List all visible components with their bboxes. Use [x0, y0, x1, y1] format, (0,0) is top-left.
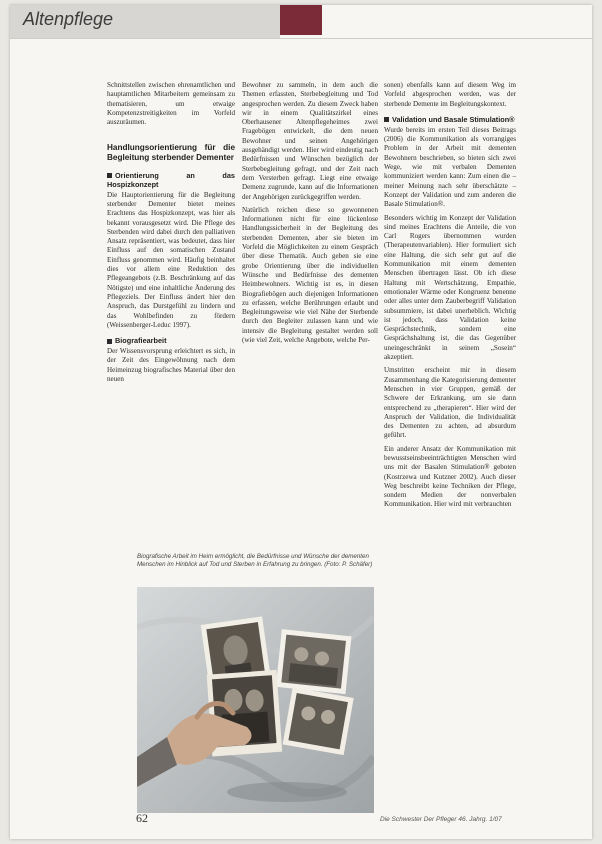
square-bullet-icon [107, 339, 112, 344]
subheading: Orientierung an das Hospizkonzept [107, 170, 235, 189]
paragraph: sonen) ebenfalls kann auf diesem Weg im Vorfeld abgesprochen werden, was der sterbende Demente im Begleitungskontext. [384, 81, 516, 108]
subheading: Biografiearbeit [107, 336, 235, 345]
paragraph: Wurde bereits im ersten Teil dieses Beitrags (2006) die Kommunikation als vorrangiges Problem in der Arbeit mit dementen Bewohnern beschrieben, so bieten sich zwei Wege, wie mit verbalen Dementen kommuniziert werden kann: Zum einen die – meiner Meinung nach sehr überschätzte – Konzept der Validation und zum anderen die Basale Stimulation®. [384, 125, 516, 209]
square-bullet-icon [107, 173, 112, 178]
page-number: 62 [136, 811, 148, 825]
paragraph: Schnittstellen zwischen ehrenamtlichen und hauptamtlichen Mitarbeitern gemeinsam zu thematisieren, um etwaige Kompetenzstreitigkeiten im Vorfeld auszuräumen. [107, 81, 235, 127]
paragraph: Natürlich reichen diese so gewonnenen Informationen nicht für eine lückenlose Handlungssicherheit in der Begleitung des sterbenden Dementen, aber sie bieten im Vorfeld die Möglichkeiten zu einem Gespräch über diese Thematik. Auch geben sie eine grobe Orientierung über die individuellen Wünsche und Bedürfnisse des dementen Heimbewohners. Wichtig ist es, in diesen Biografiebögen auch diejenigen Informationen zu erfassen, welche Berührungen erlaubt und Begleitungsweise wie viel Nähe der Sterbende durch den Begleiter zulassen kann und wie intensiv die Begleitung gestaltet werden soll (wie viel Zeit, welche Angebote, welche Per- [242, 205, 378, 345]
paragraph: Umstritten erscheint mir in diesem Zusammenhang die Kategorisierung dementer Menschen in vier Gruppen, gemäß der Schwere der Erkrankung, um sie dann entsprechend zu „therapieren“. Hier wird der Anspruch der Validation, die Individualität des Dementen zu achten, ad absurdum geführt. [384, 366, 516, 440]
header-bar [10, 5, 280, 39]
header-divider [10, 38, 592, 39]
square-bullet-icon [384, 117, 389, 122]
text-column-3 [384, 81, 516, 514]
section-title: Altenpflege [23, 9, 114, 29]
text-column-1 [107, 81, 235, 388]
magazine-page [10, 5, 592, 839]
paragraph: Ein anderer Ansatz der Kommunikation mit bewusstseinsbeeinträchtigten Menschen wird uns mit der Basalen Stimulation® geboten (Kostrzewa und Kutzner 2002). Auch dieser Weg beschreibt keine Techniken der Pflege, sondern Medien der nonverbalen Kommunikation. Hier wird mit verbrauchten [384, 444, 516, 509]
header-color-band [280, 5, 322, 35]
photo-caption: Biografische Arbeit im Heim ermöglicht, die Bedürfnisse und Wünsche der dementen Menschen im Hinblick auf Tod und Sterben in Erfahrung zu bringen. (Foto: P. Schäfer) [137, 553, 373, 568]
paragraph: Die Hauptorientierung für die Begleitung sterbender Dementer bietet meines Erachtens das Hospizkonzept, was hier als bekannt vorausgesetzt wird. Die Pflege des Sterbenden wird dabei durch den palliativen Ansatz repräsentiert, was bedeutet, dass hier Einfluss auf den somatischen Zustand Einfluss genommen wird. Häufig beinhaltet dies vor allem eine Reduktion des Pflegeangebots (z.B. Beschränkung auf das Nötigste) und eine inhaltliche Änderung des Pflegeziels. Der Einfluss ändert hier den Anspruch, das Durstgefühl zu lindern und das Wohlbefinden zu fördern (Weissenberger-Leduc 1997). [107, 190, 235, 329]
journal-footer: Die Schwester Der Pfleger 46. Jahrg. 1/07 [380, 816, 502, 823]
photo-hand-holding-photographs [137, 587, 374, 813]
paragraph: Besonders wichtig im Konzept der Validation sind meines Erachtens die Anteile, die von Carl Rogers übernommen wurden (Therapeutenvariablen). Hier formuliert sich eine Haltung, die sich sehr gut auf die Kommunikation mit einem dementen Menschen übertragen lässt. Ob ich diese Haltung mit Wertschätzung, Empathie, emotionaler Wärme oder Kongruenz benenne oder alles unter dem Zauberbegriff Validation subsummiere, ist dabei unerheblich. Wichtig ist jedoch, dass Validation keine Gesprächstechnik, sondern eine Gesprächshaltung ist, die das Gegenüber uneingeschränkt in seinem „Sosein“ akzeptiert. [384, 213, 516, 362]
text-column-2 [242, 81, 378, 349]
subheading: Validation und Basale Stimulation® [384, 115, 516, 124]
photo-illustration [137, 587, 374, 813]
paragraph: Der Wissensvorsprung erleichtert es sich, in der Zeit des Eingewöhnung nach dem Heimeinzug biografisches Material über den neuen [107, 347, 235, 384]
paragraph: Bewohner zu sammeln, in dem auch die Themen erfassten, Sterbebegleitung und Tod angesprochen werden. Zu diesem Zweck haben wir in einem Qualitätszirkel eines Oberhausener Altenpflegeheimes zwei Fragebögen entwickelt, die dem neuen Bewohner und seinen Angehörigen ausgehändigt werden. Hier wird eindeutig nach Bedürfnissen und Wünschen bezüglich der Sterbebegleitung gefragt, und der Zeit nach dem Versterben gefragt. Liegt eine etwaige Demenz zugrunde, kann auf die Informationen der Angehörigen zurückgegriffen werden. [242, 81, 378, 201]
section-heading: Handlungsorientierung für die Begleitung sterbender Dementer [107, 143, 235, 163]
